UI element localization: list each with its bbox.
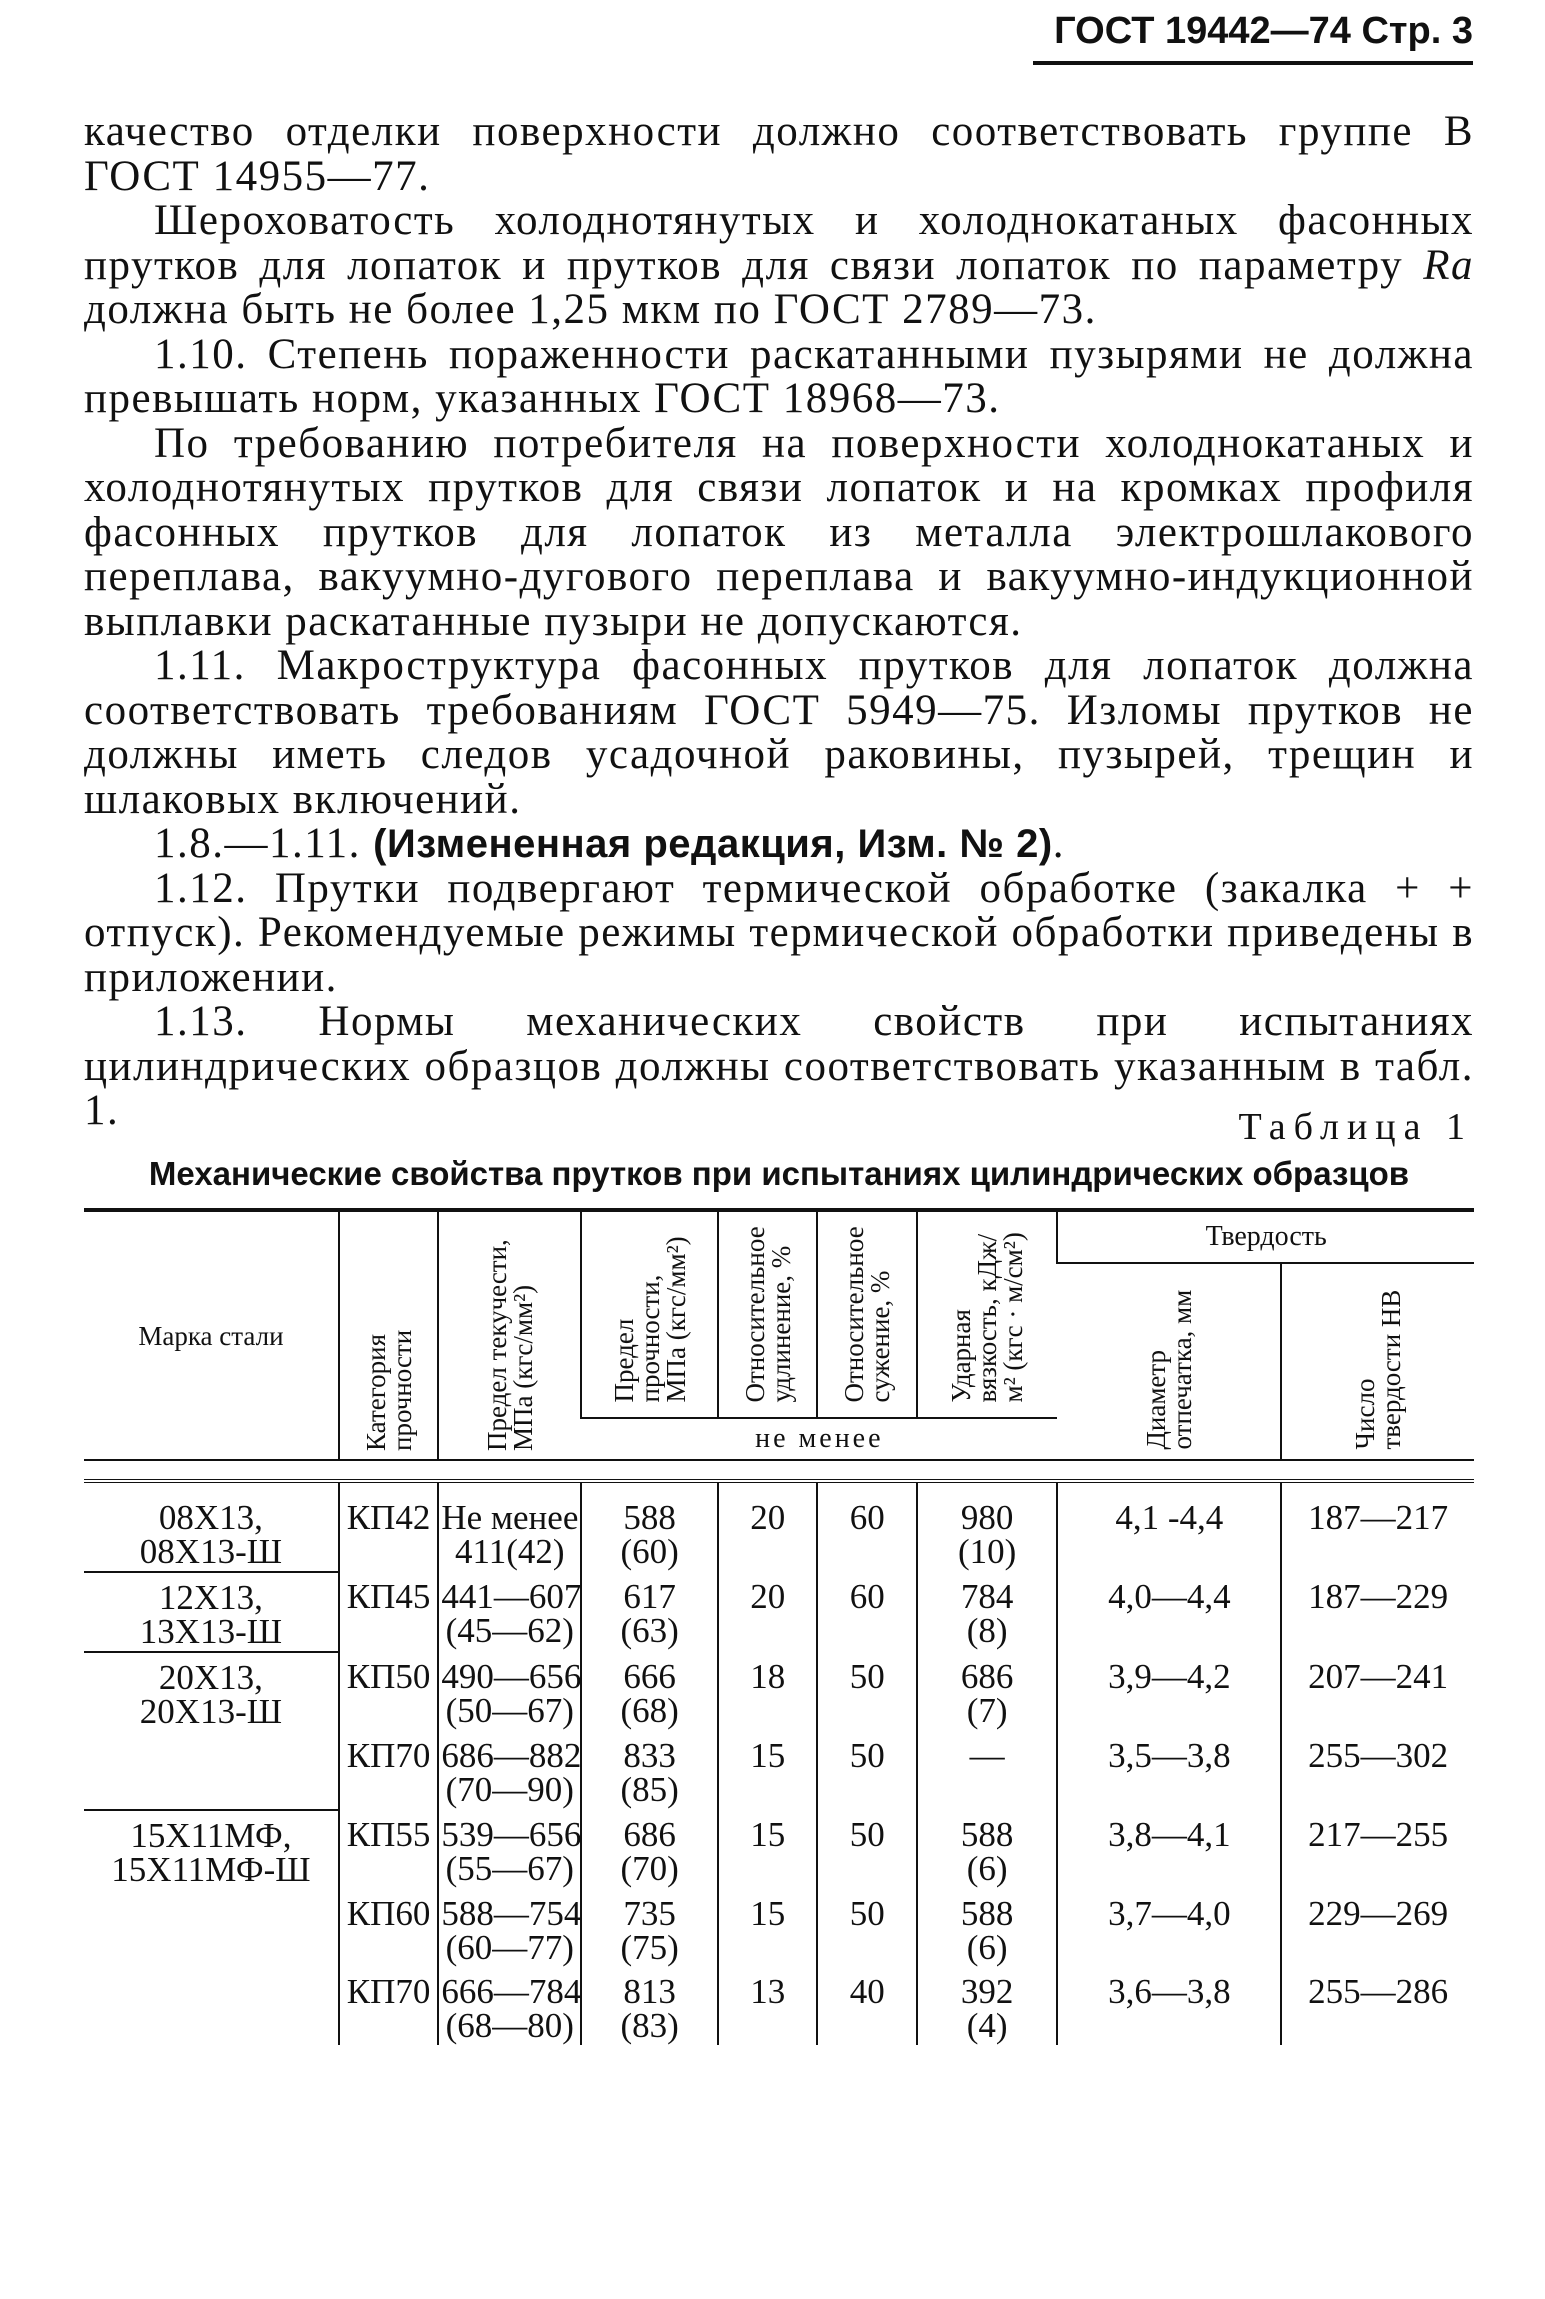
cell-line: (6) [966, 1849, 1008, 1888]
cell-line: 666—784 [441, 1972, 582, 2011]
cell-hb: 255—302 [1281, 1731, 1474, 1810]
cell-category: КП60 [339, 1889, 438, 1967]
cell-line: 588—754 [441, 1894, 582, 1933]
cell-elongation: 18 [718, 1652, 817, 1731]
cell-diameter: 4,0—4,4 [1057, 1572, 1281, 1652]
cell-strength [581, 1481, 718, 1572]
paragraph: По требованию потребителя на поверхности холоднокатаных и холоднотянутых прутков для связи лопаток и на кромках профиля фасонных прутков для лопаток из металла электрошлакового переплава, вакуумно-дугового переплава и вакуумно-индукционной выплавки раскатанные пузыри не допускаются. [84, 419, 1474, 645]
cell-line: 588 [960, 1894, 1014, 1933]
cell-line: (7) [966, 1691, 1008, 1730]
cell-diameter: 3,7—4,0 [1057, 1889, 1281, 1967]
header-impact: Ударная вязкость, кДж/м² (кгс · м/см²) [917, 1210, 1057, 1418]
cell-line: (70) [620, 1849, 679, 1888]
cell-yield [438, 1889, 581, 1967]
cell-line: (83) [620, 2006, 679, 2045]
cell-reduction: 60 [817, 1481, 916, 1572]
paragraph-text: 1.8.—1.11. [154, 820, 374, 867]
cell-hb: 187—217 [1281, 1481, 1474, 1572]
cell-category: КП70 [339, 1731, 438, 1810]
cell-line: 12Х13, [158, 1578, 263, 1617]
cell-reduction: 60 [817, 1572, 916, 1652]
cell-strength [581, 1652, 718, 1731]
cell-line: 15Х11МФ, [130, 1816, 292, 1855]
cell-impact [917, 1967, 1057, 2045]
cell-line: 13Х13-Ш [139, 1612, 283, 1651]
cell-grade [84, 1967, 339, 2045]
cell-elongation: 15 [718, 1810, 817, 1889]
paragraph [84, 822, 1474, 867]
cell-reduction: 40 [817, 1967, 916, 2045]
cell-yield [438, 1967, 581, 2045]
cell-diameter: 3,8—4,1 [1057, 1810, 1281, 1889]
cell-line: 20Х13, [158, 1658, 263, 1697]
paragraph-text: Шероховатость холоднотянутых и холоднокатаных фасонных прутков для лопаток и прутков для связи лопаток по параметру [84, 197, 1474, 289]
header-hb: Число твердости НВ [1281, 1263, 1474, 1460]
paragraph: качество отделки поверхности должно соответствовать группе В ГОСТ 14955—77. [84, 108, 1474, 200]
cell-hb: 229—269 [1281, 1889, 1474, 1967]
cell-line: 539—656 [441, 1815, 582, 1854]
cell-line: 813 [623, 1972, 676, 2011]
cell-line: (6) [966, 1928, 1008, 1967]
cell-elongation: 20 [718, 1481, 817, 1572]
cell-elongation: 20 [718, 1572, 817, 1652]
table-row [84, 1652, 1474, 1731]
cell-line: 411(42) [455, 1532, 565, 1571]
header-category: Категория прочности [339, 1210, 438, 1460]
properties-table [84, 1208, 1474, 2045]
cell-reduction: 50 [817, 1889, 916, 1967]
table-row [84, 1810, 1474, 1889]
paragraph [84, 199, 1474, 333]
ra-symbol: Ra [1423, 241, 1474, 289]
cell-line: (4) [966, 2006, 1008, 2045]
header-elongation: Относительное удлинение, % [718, 1210, 817, 1418]
cell-strength [581, 1572, 718, 1652]
cell-line: 441—607 [441, 1577, 582, 1616]
cell-line: (55—67) [445, 1849, 574, 1888]
cell-diameter: 3,9—4,2 [1057, 1652, 1281, 1731]
cell-line: 735 [623, 1894, 676, 1933]
cell-line: 08Х13, [158, 1498, 263, 1537]
cell-line: 666 [623, 1657, 676, 1696]
paragraph-text: должна быть не более 1,25 мкм по ГОСТ 2789—73. [84, 286, 1097, 333]
cell-line: 833 [623, 1736, 676, 1775]
cell-impact [917, 1481, 1057, 1572]
cell-strength [581, 1731, 718, 1810]
cell-hb: 207—241 [1281, 1652, 1474, 1731]
cell-category: КП55 [339, 1810, 438, 1889]
cell-impact [917, 1652, 1057, 1731]
table-label: Таблица 1 [1238, 1106, 1473, 1148]
cell-line: 784 [960, 1577, 1014, 1616]
cell-elongation: 15 [718, 1731, 817, 1810]
cell-line: (75) [620, 1928, 679, 1967]
cell-line: (68) [620, 1691, 679, 1730]
paragraph: 1.12. Прутки подвергают термической обработке (закалка + + отпуск). Рекомендуемые режимы термической обработки приведены в приложении. [84, 864, 1474, 1001]
cell-yield [438, 1810, 581, 1889]
cell-impact [917, 1810, 1057, 1889]
cell-line: (68—80) [445, 2006, 574, 2045]
cell-reduction: 50 [817, 1810, 916, 1889]
cell-line: 392 [960, 1972, 1014, 2011]
cell-elongation: 15 [718, 1889, 817, 1967]
cell-diameter: 3,5—3,8 [1057, 1731, 1281, 1810]
cell-line: 980 [960, 1498, 1014, 1537]
cell-reduction: 50 [817, 1652, 916, 1731]
cell-diameter: 4,1 -4,4 [1057, 1481, 1281, 1572]
cell-line: 588 [960, 1815, 1014, 1854]
table-row [84, 1889, 1474, 1967]
cell-line: (10) [958, 1532, 1017, 1571]
cell-line: (63) [620, 1611, 679, 1650]
cell-grade [84, 1889, 339, 1967]
cell-grade [84, 1731, 339, 1810]
paragraph-text: . [1052, 820, 1065, 867]
table-row [84, 1481, 1474, 1572]
cell-yield [438, 1731, 581, 1810]
header-yield: Предел текучести, МПа (кгс/мм²) [438, 1210, 581, 1460]
table-row [84, 1572, 1474, 1652]
cell-line: 490—656 [441, 1657, 582, 1696]
cell-line: 588 [623, 1498, 676, 1537]
cell-grade [84, 1481, 339, 1572]
cell-line: Не менее [441, 1498, 579, 1537]
cell-line: (50—67) [445, 1691, 574, 1730]
cell-impact [917, 1572, 1057, 1652]
cell-yield [438, 1652, 581, 1731]
header-hardness: Твердость [1057, 1210, 1474, 1263]
body-text [84, 110, 1474, 1134]
cell-grade [84, 1652, 339, 1731]
cell-diameter: 3,6—3,8 [1057, 1967, 1281, 2045]
cell-category: КП70 [339, 1967, 438, 2045]
cell-line: 686—882 [441, 1736, 582, 1775]
cell-reduction: 50 [817, 1731, 916, 1810]
table-row [84, 1731, 1474, 1810]
cell-hb: 187—229 [1281, 1572, 1474, 1652]
header-reduction: Относительное сужение, % [817, 1210, 916, 1418]
cell-line: (8) [966, 1611, 1008, 1650]
header-grade: Марка стали [84, 1210, 339, 1460]
cell-line: 15Х11МФ-Ш [111, 1850, 311, 1889]
cell-line: — [969, 1736, 1005, 1775]
amendment-note: (Измененная редакция, Изм. № 2) [373, 822, 1053, 866]
header-diameter: Диаметр отпечатка, мм [1140, 1289, 1197, 1449]
cell-line: 686 [623, 1815, 676, 1854]
table-row [84, 1967, 1474, 2045]
cell-category: КП50 [339, 1652, 438, 1731]
table-title: Механические свойства прутков при испытаниях цилиндрических образцов [148, 1155, 1410, 1192]
paragraph: 1.13. Нормы механических свойств при испытаниях цилиндрических образцов должны соответствовать указанным в табл. 1. [84, 998, 1474, 1134]
cell-strength [581, 1967, 718, 2045]
cell-yield [438, 1481, 581, 1572]
page-header: ГОСТ 19442—74 Стр. 3 [1033, 10, 1473, 65]
cell-yield [438, 1572, 581, 1652]
cell-impact [917, 1731, 1057, 1810]
paragraph: 1.11. Макроструктура фасонных прутков для лопаток должна соответствовать требованиям ГОСТ 5949—75. Изломы прутков не должны иметь следов усадочной раковины, пузырей, трещин и шлаковых включений. [84, 642, 1474, 823]
cell-category: КП42 [339, 1481, 438, 1572]
cell-line: (60—77) [445, 1928, 574, 1967]
cell-line: 20Х13-Ш [139, 1692, 283, 1731]
header-not-less: не менее [581, 1418, 1057, 1460]
cell-line: 08Х13-Ш [139, 1532, 283, 1571]
paragraph: 1.10. Степень пораженности раскатанными пузырями не должна превышать норм, указанных ГОСТ 18968—73. [84, 330, 1474, 422]
cell-strength [581, 1889, 718, 1967]
cell-line: (70—90) [445, 1770, 574, 1809]
cell-strength [581, 1810, 718, 1889]
cell-elongation: 13 [718, 1967, 817, 2045]
cell-impact [917, 1889, 1057, 1967]
cell-line: 686 [960, 1657, 1014, 1696]
cell-line: (60) [620, 1532, 679, 1571]
cell-line: (45—62) [445, 1611, 574, 1650]
cell-grade [84, 1810, 339, 1889]
cell-line: (85) [620, 1770, 679, 1809]
cell-hb: 255—286 [1281, 1967, 1474, 2045]
cell-hb: 217—255 [1281, 1810, 1474, 1889]
header-strength: Предел прочности, МПа (кгс/мм²) [581, 1210, 718, 1418]
cell-line: 617 [623, 1577, 676, 1616]
cell-category: КП45 [339, 1572, 438, 1652]
cell-grade [84, 1572, 339, 1652]
